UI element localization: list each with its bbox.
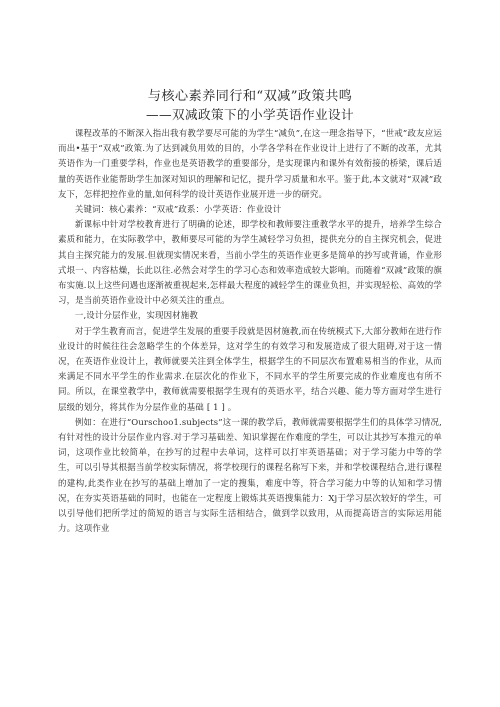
body-paragraph: 对于学生教育而言，促进学生发展的重要手段就是因材施教,而在传统模式下,大部分教师在进行作业设计的时候往往会忽略学生的个体差异，这对学生的有效学习和发展造成了很大阻碍,对于这一情况，在英语作业设计上，教师就要关注到全体学生，根据学生的不同层次布置难易相当的作业，从而来满足不同水平学生的作业需求.在层次化的作业下，不同水平的学生所要完成的作业难度也有所不同。所以，在课堂教学中，教师就需要根据学生现有的英语水平，结合兴趣、能力等方面对学生进行层级的划分，将其作为分层作业的基础 [ 1 ] 。: [58, 325, 442, 412]
keywords-line: 关键词：核心素养：“双戒”政系：小学英语：作业设计: [74, 204, 282, 215]
section-heading: 一,设计分层作业，实现因材施教: [74, 310, 198, 321]
abstract-paragraph: 课程改革的不断深入指出我有教学要尽可能的为学生“减负”,在这一理念指导下，“世戒”政友应运而出•基于“双戒”政策.为了达到减负用效的目的，小学各学科在作业设计上进行了不断的改革，尤其英语作为一门重要学科，作业也是英语教学的重要部分，是实现课内和课外有效衔接的桥梁，课后适量的英语作业能帮助学生加深对知识的理解和记忆，提升学习质量和水平。鉴于此,本文就对“双减”政友下，怎样把控作业的量,如何科学的设计英语作业展开进一步的研究。: [58, 128, 442, 199]
title-block: [0, 88, 500, 123]
intro-paragraph: 新课标中针对学校教育进行了明确的论述，即学校和教师要注重教学水平的提升，培养学生综合素质和能力，在实际教学中，教师要尽可能的为学生减轻学习负担，提供充分的自主探究机会，促进其自主探究能力的发展.但就现实情况来看，当前小学生的英语作业更多是简单的抄写或背诵，作业形式垠一、内容枯燥，长此以往.必然会对学生的学习心态和效率造成较大影响。而随着“双减”政策的旗布实施.以上这些问遇也逐渐被重视起来,怎样最大程度的减轻学生的课业负担，并实现轻松、高效的学习，是当前英语作业设计中必须关注的重点。: [58, 219, 442, 306]
document-subtitle: ——双减政策下的小学英语作业设计: [146, 107, 354, 122]
document-body: [58, 126, 442, 536]
example-paragraph: 例如：在进行“Ourschoo1.subjects”这一课的教学后，教师就需要根据学生们的具体学习情况,有针对性的设计分层作业内容.对于学习基础差、知识掌握在作难度的学生，可以让其抄写本推元的单词，这项作业比较简单，在抄写的过程中去单词，这样可以打牢英语基础；对于学习能力中等的学生，可以引导其根据当前学校实际情况，将学校现行的课程名称写下来，并和学校课程结合,进行课程的建构,此类作业在抄写的基础上增加了一定的搜集，难度中等，符合学习能力中等的认知和学习情况，在夯实英语基础的同时，也能在一定程度上锻炼其英语搜集能力：Xj于学习层次较好的学生，可以引导他们把所学过的简短的语言与实际生活相结合，做到学以致用，从而提高语言的实际运用能力。这项作业: [58, 416, 442, 534]
document-title: 与核心素养同行和“双减”政策共鸣: [147, 89, 353, 104]
